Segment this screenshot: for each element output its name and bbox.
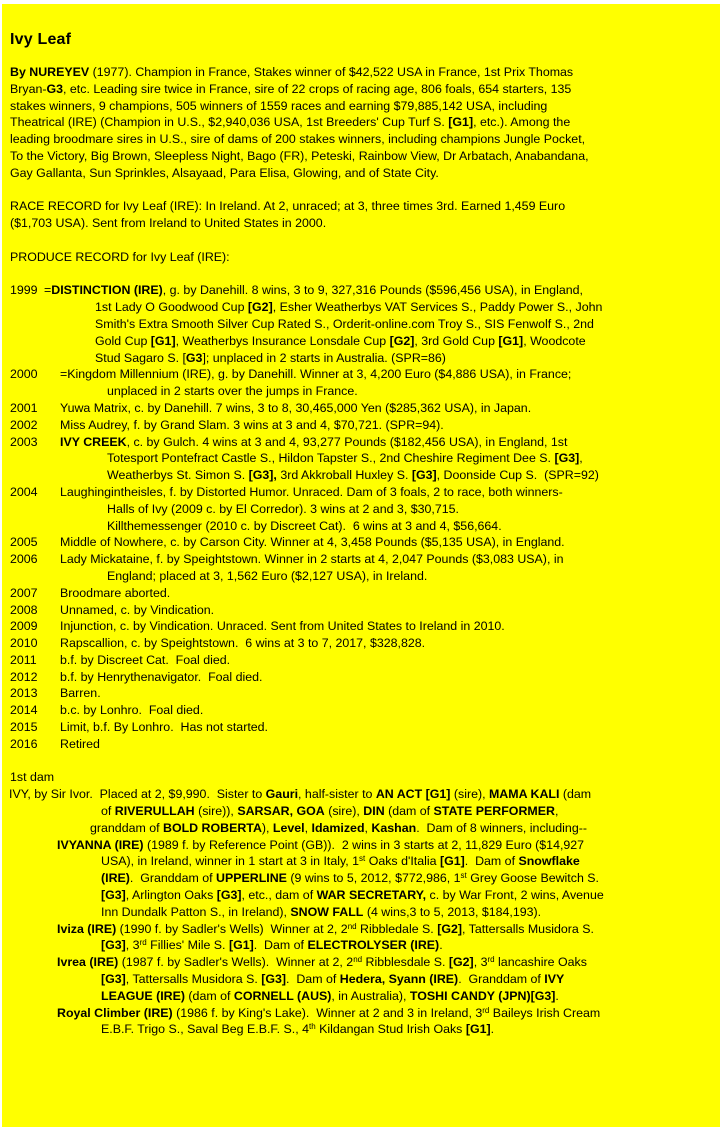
text-line <box>2 1021 720 1038</box>
text-line <box>2 921 720 938</box>
text-line <box>2 64 720 81</box>
text-line <box>2 769 720 786</box>
text-line <box>2 954 720 971</box>
race-record <box>2 198 720 232</box>
line-text: Rapscallion, c. by Speightstown. 6 wins at 3 to 7, 2017, $328,828. <box>60 636 426 651</box>
line-text: IVYANNA (IRE) (1989 f. by Reference Point (GB)). 2 wins in 3 starts at 2, 11,829 Euro ($14,927 <box>57 837 585 852</box>
text-line <box>2 467 720 484</box>
text-line <box>2 333 720 350</box>
produce-row <box>2 484 720 501</box>
line-text: Royal Climber (IRE) (1986 f. by King's Lake). Winner at 2 and 3 in Ireland, 3rd Baileys Irish Cream <box>57 1005 601 1020</box>
text-line <box>2 568 720 585</box>
document-body <box>2 64 720 1038</box>
line-text: Yuwa Matrix, c. by Danehill. 7 wins, 3 to 8, 30,465,000 Yen ($285,362 USA), in Japan. <box>60 400 532 415</box>
line-text: Ivrea (IRE) (1987 f. by Sadler's Wells). Winner at 2, 2nd Ribblesdale S. [G2], 3rd lancashire Oaks <box>57 955 587 970</box>
line-text: Bryan-G3, etc. Leading sire twice in France, sire of 22 crops of racing age, 806 foals, 654 starters, 135 <box>10 81 572 96</box>
produce-year: 2000 <box>10 367 38 382</box>
line-text: [G3], 3rd Fillies' Mile S. [G1]. Dam of ELECTROLYSER (IRE). <box>101 938 443 953</box>
produce-row <box>2 618 720 635</box>
line-text: Unnamed, c. by Vindication. <box>60 602 215 617</box>
text-line <box>2 786 720 803</box>
produce-year: 2006 <box>10 552 38 567</box>
line-text: [G3], Arlington Oaks [G3], etc., dam of WAR SECRETARY, c. by War Front, 2 wins, Avenue <box>101 888 604 903</box>
line-text: E.B.F. Trigo S., Saval Beg E.B.F. S., 4th Kildangan Stud Irish Oaks [G1]. <box>101 1022 495 1037</box>
text-line <box>2 148 720 165</box>
text-line <box>2 316 720 333</box>
produce-row <box>2 434 720 451</box>
text-line <box>2 81 720 98</box>
line-text: England; placed at 3, 1,562 Euro ($2,127 USA), in Ireland. <box>107 568 428 583</box>
produce-row <box>2 736 720 753</box>
line-text: 1st Lady O Goodwood Cup [G2], Esher Weatherbys VAT Services S., Paddy Power S., John <box>95 300 603 315</box>
text-line <box>2 518 720 535</box>
produce-year: 2005 <box>10 535 38 550</box>
produce-row <box>2 669 720 686</box>
text-line <box>2 450 720 467</box>
line-text: =Kingdom Millennium (IRE), g. by Danehill. Winner at 3, 4,200 Euro ($4,886 USA), in France; <box>60 367 572 382</box>
produce-row <box>2 551 720 568</box>
text-line <box>2 971 720 988</box>
first-dam-heading <box>2 769 720 786</box>
line-text: of RIVERULLAH (sire)), SARSAR, GOA (sire), DIN (dam of STATE PERFORMER, <box>101 804 559 819</box>
line-text: USA), in Ireland, winner in 1 start at 3 in Italy, 1st Oaks d'Italia [G1]. Dam of Snowflake <box>101 854 580 869</box>
gap <box>2 266 720 283</box>
line-text: To the Victory, Big Brown, Sleepless Night, Bago (FR), Peteski, Rainbow View, Dr Arbatach, Anabandana, <box>10 148 589 163</box>
line-text: Totesport Pontefract Castle S., Hildon Tapster S., 2nd Cheshire Regiment Dee S. [G3], <box>107 451 583 466</box>
text-line <box>2 904 720 921</box>
produce-year: 2002 <box>10 417 38 432</box>
produce-row <box>2 685 720 702</box>
text-line <box>2 853 720 870</box>
text-line <box>2 198 720 215</box>
produce-year: 2001 <box>10 400 38 415</box>
line-text: LEAGUE (IRE) (dam of CORNELL (AUS), in Australia), TOSHI CANDY (JPN)[G3]. <box>101 988 559 1003</box>
line-text: Inn Dundalk Patton S., in Ireland), SNOW FALL (4 wins,3 to 5, 2013, $184,193). <box>101 904 542 919</box>
gap <box>2 232 720 249</box>
text-line <box>2 114 720 131</box>
line-text: Weatherbys St. Simon S. [G3], 3rd Akkroball Huxley S. [G3], Doonside Cup S. (SPR=92) <box>107 468 599 483</box>
line-text: b.f. by Henrythenavigator. Foal died. <box>60 669 263 684</box>
pedigree-sheet <box>2 4 720 1127</box>
produce-row <box>2 366 720 383</box>
text-line <box>2 937 720 954</box>
text-line <box>2 870 720 887</box>
line-text: stakes winners, 9 champions, 505 winners of 1559 races and earning $79,885,142 USA, including <box>10 98 548 113</box>
produce-year: 2004 <box>10 484 38 499</box>
produce-year: 2014 <box>10 703 38 718</box>
line-text: Injunction, c. by Vindication. Unraced. Sent from United States to Ireland in 2010. <box>60 619 505 634</box>
gap <box>2 753 720 770</box>
line-text: Broodmare aborted. <box>60 585 171 600</box>
text-line <box>2 501 720 518</box>
line-text: IVY, by Sir Ivor. Placed at 2, $9,990. Sister to Gauri, half-sister to AN ACT [G1] (sire), MAMA KALI (dam <box>9 787 592 802</box>
line-text: Miss Audrey, f. by Grand Slam. 3 wins at 3 and 4, $70,721. (SPR=94). <box>60 417 444 432</box>
line-text: 1st dam <box>10 770 55 785</box>
line-text: unplaced in 2 starts over the jumps in France. <box>107 384 358 399</box>
produce-row <box>2 719 720 736</box>
produce-row <box>2 702 720 719</box>
line-text: =DISTINCTION (IRE), g. by Danehill. 8 wins, 3 to 9, 327,316 Pounds ($596,456 USA), in England, <box>44 283 583 298</box>
first-dam <box>2 786 720 1038</box>
text-line <box>2 887 720 904</box>
sire-summary <box>2 64 720 182</box>
text-line <box>2 803 720 820</box>
line-text: Halls of Ivy (2009 c. by El Corredor). 3 wins at 2 and 3, $30,715. <box>107 501 459 516</box>
line-text: granddam of BOLD ROBERTA), Level, Idamized, Kashan. Dam of 8 winners, including-- <box>90 820 587 835</box>
line-text: Laughingintheisles, f. by Distorted Humor. Unraced. Dam of 3 foals, 2 to race, both winners- <box>60 484 563 499</box>
produce-record <box>2 282 720 752</box>
line-text: b.f. by Discreet Cat. Foal died. <box>60 652 231 667</box>
line-text: Gold Cup [G1], Weatherbys Insurance Lonsdale Cup [G2], 3rd Gold Cup [G1], Woodcote <box>95 333 586 348</box>
text-line <box>2 350 720 367</box>
page-title: Ivy Leaf <box>10 31 72 48</box>
line-text: b.c. by Lonhro. Foal died. <box>60 703 204 718</box>
line-text: By NUREYEV (1977). Champion in France, Stakes winner of $42,522 USA in France, 1st Prix Thomas <box>10 65 574 79</box>
line-text: ($1,703 USA). Sent from Ireland to United States in 2000. <box>10 216 327 231</box>
text-line <box>2 1005 720 1022</box>
text-line <box>2 299 720 316</box>
line-text: Gay Gallanta, Sun Sprinkles, Alsayaad, Para Elisa, Glowing, and of State City. <box>10 165 439 180</box>
produce-year: 2011 <box>10 652 37 667</box>
text-line <box>2 215 720 232</box>
text-line <box>2 383 720 400</box>
produce-year: 2003 <box>10 434 38 449</box>
line-text: Killthemessenger (2010 c. by Discreet Cat). 6 wins at 3 and 4, $56,664. <box>107 518 502 533</box>
produce-year: 2013 <box>10 686 38 701</box>
produce-row <box>2 635 720 652</box>
line-text: Barren. <box>60 686 101 701</box>
line-text: Lady Mickataine, f. by Speightstown. Winner in 2 starts at 4, 2,047 Pounds ($3,083 USA), in <box>60 552 564 567</box>
text-line <box>2 165 720 182</box>
line-text: [G3], Tattersalls Musidora S. [G3]. Dam of Hedera, Syann (IRE). Granddam of IVY <box>101 972 565 987</box>
produce-year: 1999 <box>10 283 38 298</box>
line-text: leading broodmare sires in U.S., sire of dams of 200 stakes winners, including champions Jungle Pocket, <box>10 132 586 147</box>
produce-year: 2016 <box>10 736 38 751</box>
line-text: Smith's Extra Smooth Silver Cup Rated S., Orderit-online.com Troy S., SIS Fenwolf S., 2nd <box>95 316 594 331</box>
line-text: Theatrical (IRE) (Champion in U.S., $2,940,036 USA, 1st Breeders' Cup Turf S. [G1], etc.). Among the <box>10 115 571 130</box>
line-text: (IRE). Granddam of UPPERLINE (9 wins to 5, 2012, $772,986, 1st Grey Goose Bewitch S. <box>101 871 599 886</box>
line-text: PRODUCE RECORD for Ivy Leaf (IRE): <box>10 249 230 264</box>
line-text: Stud Sagaro S. [G3]; unplaced in 2 starts in Australia. (SPR=86) <box>95 350 446 365</box>
produce-year: 2007 <box>10 585 38 600</box>
line-text: RACE RECORD for Ivy Leaf (IRE): In Ireland. At 2, unraced; at 3, three times 3rd. Earned 1,459 Euro <box>10 199 566 214</box>
produce-row <box>2 400 720 417</box>
produce-year: 2008 <box>10 602 38 617</box>
produce-row <box>2 602 720 619</box>
line-text: Iviza (IRE) (1990 f. by Sadler's Wells) Winner at 2, 2nd Ribbledale S. [G2], Tattersalls Musidora S. <box>57 921 594 936</box>
produce-row <box>2 652 720 669</box>
text-line <box>2 98 720 115</box>
line-text: Retired <box>60 736 100 751</box>
text-line <box>2 131 720 148</box>
line-text: IVY CREEK, c. by Gulch. 4 wins at 3 and 4, 93,277 Pounds ($182,456 USA), in England, 1st <box>60 434 568 449</box>
produce-year: 2012 <box>10 669 38 684</box>
produce-row <box>2 417 720 434</box>
text-line <box>2 988 720 1005</box>
gap <box>2 182 720 199</box>
text-line <box>2 249 720 266</box>
produce-year: 2010 <box>10 636 38 651</box>
produce-record-heading <box>2 249 720 266</box>
line-text: Limit, b.f. By Lonhro. Has not started. <box>60 720 268 735</box>
produce-year: 2009 <box>10 619 38 634</box>
produce-row <box>2 534 720 551</box>
line-text: Middle of Nowhere, c. by Carson City. Winner at 4, 3,458 Pounds ($5,135 USA), in England. <box>60 535 565 550</box>
text-line <box>2 837 720 854</box>
text-line <box>2 820 720 837</box>
produce-row <box>2 585 720 602</box>
produce-year: 2015 <box>10 720 38 735</box>
produce-row <box>2 282 720 299</box>
